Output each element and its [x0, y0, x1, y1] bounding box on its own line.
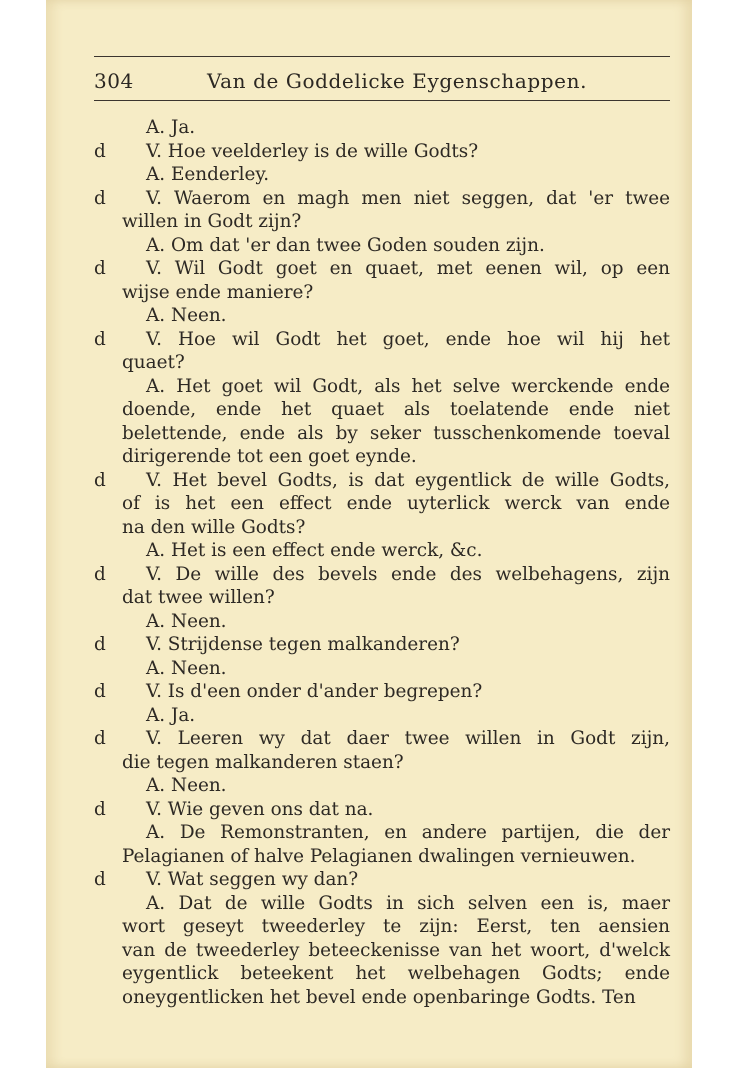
- answer-entry: [94, 610, 670, 634]
- answer-entry: [94, 375, 670, 469]
- running-title: Van de Goddelicke Eygenschappen.: [206, 69, 588, 93]
- text-line: V. Hoe wil Godt het goet, ende hoe wil hij het: [146, 328, 670, 350]
- margin-marker: d: [94, 258, 106, 279]
- text-line: V. Leeren wy dat daer twee willen in Godt zijn,: [146, 728, 670, 749]
- text-line: A. Neen.: [146, 657, 227, 679]
- question-entry: [94, 140, 670, 164]
- answer-entry: [94, 774, 670, 798]
- text-line: A. Ja.: [146, 704, 196, 726]
- text-line: doende, ende het quaet als toelatende ende niet: [122, 399, 670, 420]
- text-line: dat twee willen?: [122, 587, 275, 608]
- question-entry: [94, 257, 670, 304]
- question-entry: [94, 727, 670, 774]
- text-body: [94, 116, 670, 1009]
- text-line: A. Neen.: [146, 610, 227, 632]
- text-line: V. Hoe veelderley is de wille Godts?: [146, 140, 479, 162]
- margin-marker: d: [94, 563, 106, 585]
- question-entry: [94, 328, 670, 375]
- text-line: V. Waerom en magh men niet seggen, dat 'er twee: [146, 187, 670, 209]
- text-line: wort geseyt tweederley te zijn: Eerst, ten aensien: [122, 916, 670, 937]
- answer-entry: [94, 821, 670, 868]
- margin-marker: d: [94, 728, 106, 749]
- page-number: 304: [94, 69, 134, 93]
- text-line: A. Ja.: [146, 117, 196, 138]
- text-line: A. Neen.: [146, 305, 227, 326]
- text-line: V. Het bevel Godts, is dat eygentlick de wille Godts,: [146, 469, 670, 491]
- answer-entry: [94, 704, 670, 728]
- margin-marker: d: [94, 869, 106, 890]
- text-line: A. Eenderley.: [146, 164, 270, 185]
- question-entry: [94, 798, 670, 822]
- answer-entry: [94, 657, 670, 681]
- question-entry: [94, 469, 670, 540]
- text-line: V. Wat seggen wy dan?: [146, 869, 359, 890]
- answer-entry: [94, 116, 670, 140]
- text-line: dirigerende tot een goet eynde.: [122, 446, 417, 467]
- top-rule: [94, 56, 670, 57]
- page-header: [94, 66, 670, 96]
- question-entry: [94, 187, 670, 234]
- text-line: willen in Godt zijn?: [122, 211, 302, 232]
- answer-entry: [94, 304, 670, 328]
- text-line: A. Het is een effect ende werck, &c.: [146, 540, 483, 561]
- text-line: wijse ende maniere?: [122, 281, 314, 303]
- answer-entry: [94, 892, 670, 1010]
- margin-marker: d: [94, 187, 106, 209]
- answer-entry: [94, 234, 670, 258]
- question-entry: [94, 633, 670, 657]
- text-line: V. Is d'een onder d'ander begrepen?: [146, 681, 483, 702]
- margin-marker: d: [94, 798, 106, 820]
- text-line: V. De wille des bevels ende des welbehagens, zijn: [146, 563, 670, 585]
- text-line: quaet?: [122, 352, 185, 373]
- text-line: A. Neen.: [146, 775, 227, 796]
- text-line: oneygentlicken het bevel ende openbaringe Godts. Ten: [122, 986, 636, 1008]
- header-rule: [94, 100, 670, 101]
- question-entry: [94, 680, 670, 704]
- text-line: belettende, ende als by seker tusschenkomende toeval: [122, 422, 670, 444]
- text-line: die tegen malkanderen staen?: [122, 751, 404, 773]
- text-line: Pelagianen of halve Pelagianen dwalingen vernieuwen.: [122, 845, 636, 867]
- text-line: eygentlick beteekent het welbehagen Godts; ende: [122, 963, 670, 984]
- margin-marker: d: [94, 328, 106, 350]
- text-line: A. Het goet wil Godt, als het selve werckende ende: [146, 375, 670, 397]
- text-line: V. Wil Godt goet en quaet, met eenen wil, op een: [146, 258, 670, 279]
- question-entry: [94, 563, 670, 610]
- text-line: na den wille Godts?: [122, 516, 306, 538]
- text-line: A. De Remonstranten, en andere partijen, die der: [146, 822, 670, 843]
- text-line: of is het een effect ende uyterlick werck van ende: [122, 493, 670, 514]
- margin-marker: d: [94, 634, 106, 655]
- question-entry: [94, 868, 670, 892]
- answer-entry: [94, 539, 670, 563]
- text-line: A. Dat de wille Godts in sich selven een is, maer: [146, 892, 670, 914]
- text-line: A. Om dat 'er dan twee Goden souden zijn.: [146, 234, 545, 256]
- text-line: V. Wie geven ons dat na.: [146, 798, 374, 820]
- margin-marker: d: [94, 681, 106, 702]
- text-line: V. Strijdense tegen malkanderen?: [146, 634, 460, 655]
- answer-entry: [94, 163, 670, 187]
- margin-marker: d: [94, 140, 106, 162]
- margin-marker: d: [94, 469, 106, 491]
- text-line: van de tweederley beteeckenisse van het woort, d'welck: [122, 939, 670, 961]
